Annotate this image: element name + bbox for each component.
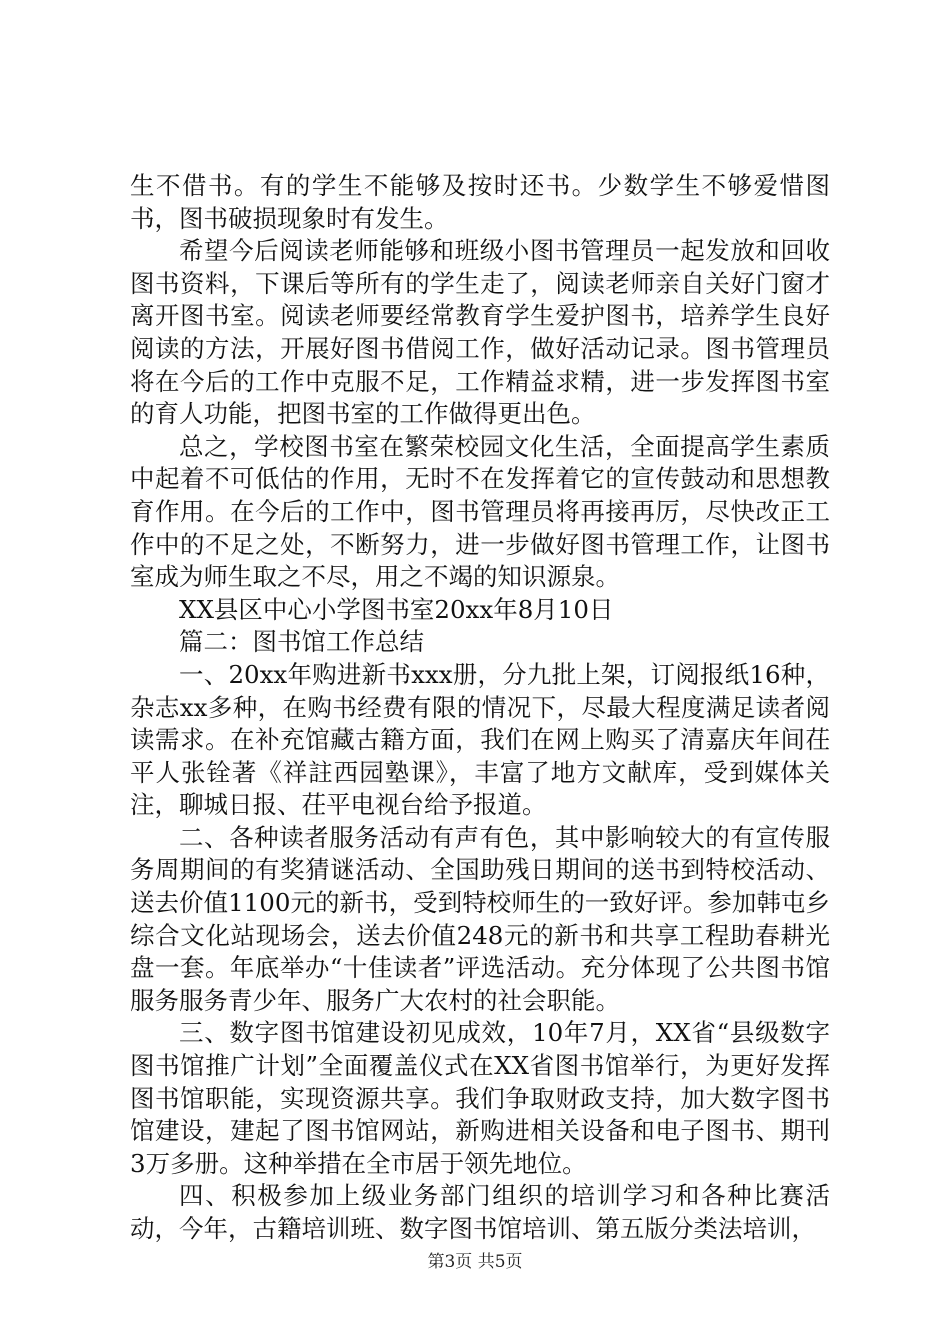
- paragraph: 四、积极参加上级业务部门组织的培训学习和各种比赛活动，今年，古籍培训班、数字图书馆培训、第五版分类法培训，: [130, 1181, 830, 1243]
- signature-line: XX县区中心小学图书室20xx年8月10日: [179, 594, 614, 624]
- paragraph: 一、20xx年购进新书xxx册，分九批上架，订阅报纸16种，杂志xx多种，在购书经费有限的情况下，尽最大程度满足读者阅读需求。在补充馆藏古籍方面，我们在网上购买了清嘉庆年间茌平人张铨著《祥註西园塾课》，丰富了地方文献库，受到媒体关注，聊城日报、茌平电视台给予报道。: [130, 659, 830, 820]
- paragraph: 生不借书。有的学生不能够及按时还书。少数学生不够爱惜图书，图书破损现象时有发生。: [130, 171, 830, 233]
- page-footer: 第3页 共5页: [427, 1252, 523, 1272]
- paragraph: 希望今后阅读老师能够和班级小图书管理员一起发放和回收图书资料，下课后等所有的学生走了，阅读老师亲自关好门窗才离开图书室。阅读老师要经常教育学生爱护图书，培养学生良好阅读的方法，开展好图书借阅工作，做好活动记录。图书管理员将在今后的工作中克服不足，工作精益求精，进一步发挥图书室的育人功能，把图书室的工作做得更出色。: [130, 236, 830, 429]
- paragraph: 三、数字图书馆建设初见成效，10年7月，XX省“县级数字图书馆推广计划”全面覆盖仪式在XX省图书馆举行，为更好发挥图书馆职能，实现资源共享。我们争取财政支持，加大数字图书馆建设，建起了图书馆网站，新购进相关设备和电子图书、期刊3万多册。这种举措在全市居于领先地位。: [130, 1018, 830, 1178]
- paragraph: 二、各种读者服务活动有声有色，其中影响较大的有宣传服务周期间的有奖猜谜活动、全国助残日期间的送书到特校活动、送去价值1100元的新书，受到特校师生的一致好评。参加韩屯乡综合文化站现场会，送去价值248元的新书和共享工程助春耕光盘一套。年底举办“十佳读者”评选活动。充分体现了公共图书馆服务服务青少年、服务广大农村的社会职能。: [130, 822, 830, 1015]
- document-body: [130, 170, 830, 1246]
- section-heading: 篇二：图书馆工作总结: [179, 627, 424, 657]
- paragraph: 总之，学校图书室在繁荣校园文化生活，全面提高学生素质中起着不可低估的作用，无时不在发挥着它的宣传鼓动和思想教育作用。在今后的工作中，图书管理员将再接再厉，尽快改正工作中的不足之处，不断努力，进一步做好图书管理工作，让图书室成为师生取之不尽，用之不竭的知识源泉。: [130, 431, 830, 592]
